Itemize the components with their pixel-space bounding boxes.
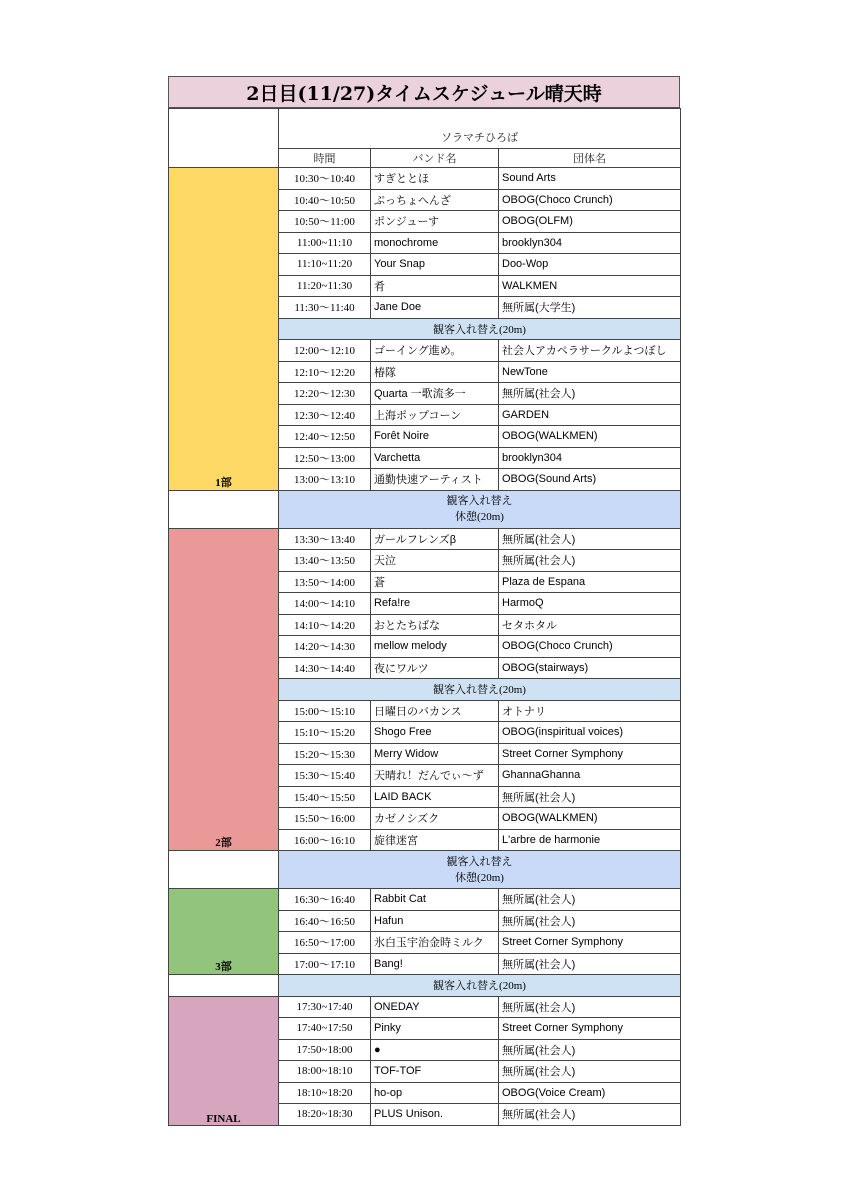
slot-time: 17:40~17:50: [279, 1018, 371, 1040]
group-name: GARDEN: [499, 404, 681, 426]
group-name: 無所属(社会人): [499, 383, 681, 405]
group-name: OBOG(Sound Arts): [499, 469, 681, 491]
slot-time: 13:00〜13:10: [279, 469, 371, 491]
slot-time: 14:20〜14:30: [279, 636, 371, 658]
band-name: Merry Widow: [371, 743, 499, 765]
band-name: ガールフレンズβ: [371, 528, 499, 550]
slot-time: 16:40〜16:50: [279, 910, 371, 932]
audience-change-label: 観客入れ替え(20m): [279, 318, 681, 340]
header-org: 団体名: [499, 149, 681, 168]
break-spacer: [169, 490, 279, 528]
group-name: Street Corner Symphony: [499, 932, 681, 954]
band-name: 旋律迷宮: [371, 829, 499, 851]
band-name: Varchetta: [371, 447, 499, 469]
corner-cell: [169, 109, 279, 168]
group-name: L'arbre de harmonie: [499, 829, 681, 851]
group-name: オトナリ: [499, 700, 681, 722]
band-name: Quarta 一歌流多一: [371, 383, 499, 405]
group-name: OBOG(Voice Cream): [499, 1082, 681, 1104]
band-name: 通勤快速アーティスト: [371, 469, 499, 491]
slot-time: 17:50~18:00: [279, 1039, 371, 1061]
band-name: 上海ポップコーン: [371, 404, 499, 426]
table-row: [169, 889, 681, 911]
band-name: Your Snap: [371, 254, 499, 276]
band-name: 蒼: [371, 571, 499, 593]
group-name: 無所属(社会人): [499, 953, 681, 975]
band-name: ゴーイング進め。: [371, 340, 499, 362]
slot-time: 15:40〜15:50: [279, 786, 371, 808]
group-name: Street Corner Symphony: [499, 1018, 681, 1040]
slot-time: 12:20〜12:30: [279, 383, 371, 405]
table-row: [169, 528, 681, 550]
break-label: [279, 975, 681, 997]
band-name: 天晴れ！だんでぃ〜ず: [371, 765, 499, 787]
group-name: Sound Arts: [499, 168, 681, 190]
break-line: 観客入れ替え: [446, 855, 513, 868]
venue-row: [169, 109, 681, 149]
band-name: Hafun: [371, 910, 499, 932]
band-name: TOF-TOF: [371, 1061, 499, 1083]
break-line: 観客入れ替え: [446, 495, 513, 507]
slot-time: 17:00〜17:10: [279, 953, 371, 975]
slot-time: 18:10~18:20: [279, 1082, 371, 1104]
slot-time: 12:00〜12:10: [279, 340, 371, 362]
group-name: brooklyn304: [499, 447, 681, 469]
slot-time: 10:40〜10:50: [279, 189, 371, 211]
group-name: OBOG(inspiritual voices): [499, 722, 681, 744]
band-name: 氷白玉宇治金時ミルク: [371, 932, 499, 954]
group-name: OBOG(stairways): [499, 657, 681, 679]
band-name: Forêt Noire: [371, 426, 499, 448]
slot-time: 18:00~18:10: [279, 1061, 371, 1083]
group-name: 無所属(社会人): [499, 1039, 681, 1061]
break-row: [169, 975, 681, 997]
group-name: 無所属(社会人): [499, 996, 681, 1018]
slot-time: 15:50〜16:00: [279, 808, 371, 830]
slot-time: 12:40〜12:50: [279, 426, 371, 448]
band-name: mellow melody: [371, 636, 499, 658]
slot-time: 16:00〜16:10: [279, 829, 371, 851]
schedule-body: [169, 109, 681, 1126]
break-label: [279, 851, 681, 889]
part-label: 2部: [169, 528, 279, 851]
group-name: 無所属(社会人): [499, 1061, 681, 1083]
band-name: カゼノシズク: [371, 808, 499, 830]
break-line: 観客入れ替え(20m): [433, 980, 526, 993]
break-label: [279, 490, 681, 528]
break-line: 休憩(20m): [455, 511, 504, 523]
slot-time: 15:30〜15:40: [279, 765, 371, 787]
group-name: OBOG(WALKMEN): [499, 808, 681, 830]
group-name: 無所属(社会人): [499, 1104, 681, 1126]
schedule-title-text: 2日目(11/27)タイムスケジュール晴天時: [246, 82, 602, 105]
slot-time: 15:20〜15:30: [279, 743, 371, 765]
schedule-table: [168, 108, 681, 1126]
group-name: OBOG(Choco Crunch): [499, 636, 681, 658]
band-name: Jane Doe: [371, 297, 499, 319]
band-name: Bang!: [371, 953, 499, 975]
band-name: ONEDAY: [371, 996, 499, 1018]
slot-time: 14:10〜14:20: [279, 614, 371, 636]
slot-time: 13:40〜13:50: [279, 550, 371, 572]
group-name: OBOG(Choco Crunch): [499, 189, 681, 211]
table-row: [169, 168, 681, 190]
slot-time: 11:20~11:30: [279, 275, 371, 297]
band-name: すぎととほ: [371, 168, 499, 190]
band-name: ポンジューす: [371, 211, 499, 233]
schedule-title: [168, 76, 680, 108]
break-line: 休憩(20m): [455, 871, 504, 884]
slot-time: 11:10~11:20: [279, 254, 371, 276]
band-name: 肴: [371, 275, 499, 297]
band-name: 夜にワルツ: [371, 657, 499, 679]
slot-time: 12:30〜12:40: [279, 404, 371, 426]
band-name: ho-op: [371, 1082, 499, 1104]
slot-time: 10:30〜10:40: [279, 168, 371, 190]
group-name: 無所属(社会人): [499, 910, 681, 932]
band-name: monochrome: [371, 232, 499, 254]
slot-time: 14:00〜14:10: [279, 593, 371, 615]
slot-time: 16:50〜17:00: [279, 932, 371, 954]
group-name: 無所属(社会人): [499, 786, 681, 808]
band-name: 日曜日のバカンス: [371, 700, 499, 722]
audience-change-label: 観客入れ替え(20m): [279, 679, 681, 701]
group-name: Plaza de Espana: [499, 571, 681, 593]
band-name: PLUS Unison.: [371, 1104, 499, 1126]
band-name: Pinky: [371, 1018, 499, 1040]
part-label: 3部: [169, 889, 279, 975]
slot-time: 13:50〜14:00: [279, 571, 371, 593]
slot-time: 18:20~18:30: [279, 1104, 371, 1126]
group-name: 無所属(社会人): [499, 528, 681, 550]
group-name: brooklyn304: [499, 232, 681, 254]
slot-time: 11:30〜11:40: [279, 297, 371, 319]
band-name: 天泣: [371, 550, 499, 572]
slot-time: 11:00~11:10: [279, 232, 371, 254]
venue-name: ソラマチひろば: [279, 109, 681, 149]
group-name: 無所属(社会人): [499, 550, 681, 572]
band-name: Refa!re: [371, 593, 499, 615]
break-row: [169, 490, 681, 528]
part-label: FINAL: [169, 996, 279, 1125]
break-spacer: [169, 975, 279, 997]
slot-time: 15:00〜15:10: [279, 700, 371, 722]
band-name: LAID BACK: [371, 786, 499, 808]
group-name: OBOG(WALKMEN): [499, 426, 681, 448]
slot-time: 17:30~17:40: [279, 996, 371, 1018]
band-name: 椿隊: [371, 361, 499, 383]
slot-time: 16:30〜16:40: [279, 889, 371, 911]
slot-time: 12:10〜12:20: [279, 361, 371, 383]
group-name: 社会人アカペラサークルよつぼし: [499, 340, 681, 362]
group-name: 無所属(大学生): [499, 297, 681, 319]
group-name: Doo-Wop: [499, 254, 681, 276]
group-name: OBOG(OLFM): [499, 211, 681, 233]
table-row: [169, 996, 681, 1018]
group-name: GhannaGhanna: [499, 765, 681, 787]
group-name: セタホタル: [499, 614, 681, 636]
band-name: Rabbit Cat: [371, 889, 499, 911]
break-row: [169, 851, 681, 889]
slot-time: 14:30〜14:40: [279, 657, 371, 679]
slot-time: 10:50〜11:00: [279, 211, 371, 233]
part-label: 1部: [169, 168, 279, 491]
band-name: ●: [371, 1039, 499, 1061]
group-name: NewTone: [499, 361, 681, 383]
header-time: 時間: [279, 149, 371, 168]
band-name: ぷっちょへんざ: [371, 189, 499, 211]
group-name: 無所属(社会人): [499, 889, 681, 911]
break-spacer: [169, 851, 279, 889]
header-band: バンド名: [371, 149, 499, 168]
group-name: WALKMEN: [499, 275, 681, 297]
band-name: おとたちばな: [371, 614, 499, 636]
slot-time: 13:30〜13:40: [279, 528, 371, 550]
group-name: Street Corner Symphony: [499, 743, 681, 765]
slot-time: 15:10〜15:20: [279, 722, 371, 744]
group-name: HarmoQ: [499, 593, 681, 615]
slot-time: 12:50〜13:00: [279, 447, 371, 469]
band-name: Shogo Free: [371, 722, 499, 744]
